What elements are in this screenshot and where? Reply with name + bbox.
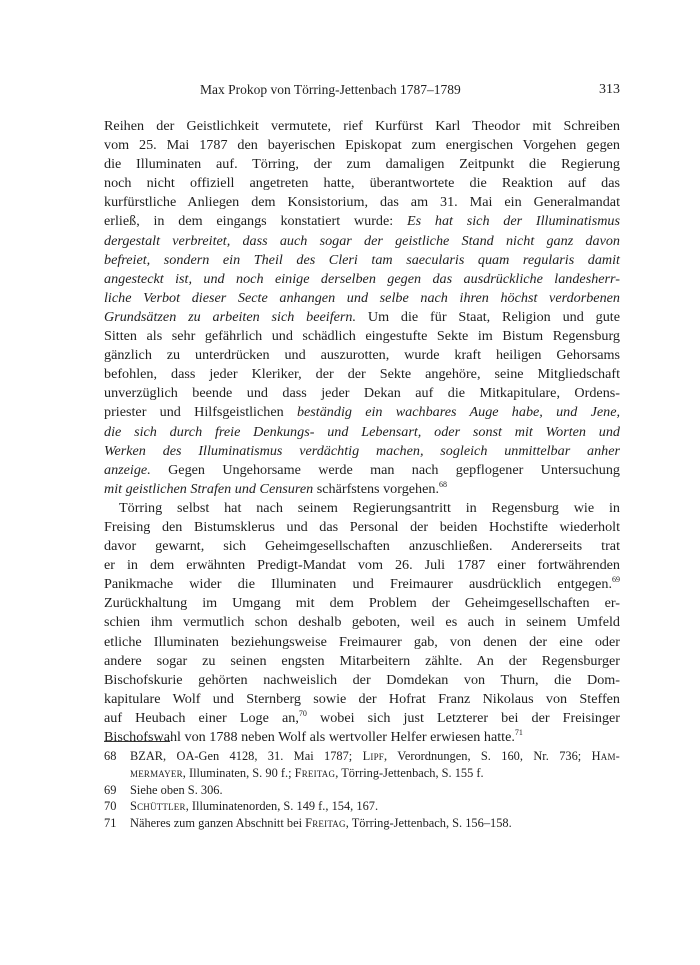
footnote-number: 69 xyxy=(104,782,117,797)
text-run: schärfstens vorgehen. xyxy=(313,480,439,497)
author-name: Freitag xyxy=(305,816,346,831)
text-line: etliche Illuminaten beziehungsweise Freimaurer gab, von denen der eine oder xyxy=(104,633,620,650)
text-line: Zurückhaltung im Umgang mit dem Problem der Geheimgesellschaften er- xyxy=(104,595,620,612)
text-line xyxy=(104,403,620,422)
quoted-mandate-text: anzeige. xyxy=(104,461,151,478)
author-name: Ham- xyxy=(591,749,620,763)
text-line xyxy=(104,728,620,747)
footnote-line xyxy=(130,765,620,782)
text-line xyxy=(104,480,620,499)
text-run: , Törring-Jettenbach, S. 155 f. xyxy=(335,765,484,780)
quoted-mandate-text: dergestalt verbreitet, dass auch sogar der geistliche Stand nicht ganz davon xyxy=(104,232,620,249)
author-name: Freitag xyxy=(294,765,336,780)
text-run: wobei sich just Letzterer bei der Freisinger xyxy=(306,709,620,726)
footnotes xyxy=(104,748,620,832)
footnote-number: 70 xyxy=(104,799,117,814)
author-name: Lipf xyxy=(362,749,384,763)
quoted-mandate-text: liche Verbot dieser Secte anhangen und selbe nach ihren höchst verdorbenen xyxy=(104,289,620,306)
paragraph-start: Törring selbst hat nach seinem Regierungsantritt in Regensburg wie in xyxy=(119,499,620,516)
text-line: die Illuminaten auf. Törring, der zum damaligen Zeitpunkt die Regierung xyxy=(104,156,620,173)
text-line: unverzüglich beende und dass jeder Dekan auf die Mitkapitulare, Ordens- xyxy=(104,385,620,402)
text-run: priester und Hilfsgeistlichen xyxy=(104,404,297,421)
text-line xyxy=(104,709,620,728)
text-line: er in dem erwähnten Predigt-Mandat vom 26. Juli 1787 einer fortwährenden xyxy=(104,557,620,574)
page-number: 313 xyxy=(599,82,620,97)
footnote-line xyxy=(130,748,620,765)
quoted-mandate-text: Grundsätzen zu arbeiten sich beeifern. xyxy=(104,308,357,325)
footnote-line xyxy=(130,815,620,832)
quoted-mandate-text: die sich durch freie Denkungs- und Lebensart, oder sonst mit Worten und xyxy=(104,423,620,440)
text-line: Bischofskurie gehörten nachweislich der Domdekan von Thurn, die Dom- xyxy=(104,671,620,688)
text-line xyxy=(104,308,620,327)
footnote-ref-69[interactable]: 69 xyxy=(612,575,620,585)
text-run: erließ, in dem eingangs konstatiert wurde: xyxy=(104,213,407,230)
author-name: Schüttler xyxy=(130,799,186,814)
quoted-mandate-text: mit geistlichen Strafen und Censuren xyxy=(104,480,314,497)
main-text xyxy=(104,117,620,747)
footnote-separator xyxy=(104,741,170,742)
text-line: gänzlich zu unterdrücken und auszurotten, wurde kraft heiligen Gehorsams xyxy=(104,347,620,364)
text-line: schien ihm vermutlich schon deshalb geboten, weil es auch in seinem Umfeld xyxy=(104,614,620,631)
text-line: vom 25. Mai 1787 den bayerischen Episkopat zum energischen Vorgehen gegen xyxy=(104,137,620,154)
text-run: Näheres zum ganzen Abschnitt bei xyxy=(130,816,306,831)
text-run: Bischofswahl von 1788 neben Wolf als wertvoller Helfer erwiesen hatte. xyxy=(104,729,515,745)
text-line: Reihen der Geistlichkeit vermutete, rief Kurfürst Karl Theodor mit Schreiben xyxy=(104,118,620,134)
running-title: Max Prokop von Törring-Jettenbach 1787–1789 xyxy=(200,82,461,97)
text-line xyxy=(104,461,620,480)
text-line: Freising den Bistumsklerus und das Personal der beiden Hochstifte wiederholt xyxy=(104,518,620,535)
text-run: , Törring-Jettenbach, S. 156–158. xyxy=(345,816,512,831)
author-name: mermayer xyxy=(130,765,183,780)
quoted-mandate-text: Werken des Illuminatismus verdächtig machen, sogleich unmittelbar anher xyxy=(104,442,620,459)
footnote-number: 68 xyxy=(104,749,117,763)
text-line xyxy=(104,212,620,231)
text-run: , Verordnungen, S. 160, Nr. 736; xyxy=(384,749,592,763)
text-run: Panikmache wider die Illuminaten und Freimaurer ausdrücklich entgegen. xyxy=(104,576,612,593)
quoted-mandate-text: Es hat sich der Illuminatismus xyxy=(406,213,620,230)
footnote-line: Siehe oben S. 306. xyxy=(130,782,223,797)
text-line: kapitulare Wolf und Sternberg sowie der Hofrat Franz Nikolaus von Steffen xyxy=(104,690,620,707)
text-run: Gegen Ungehorsame werde man nach gepflogener Untersuchung xyxy=(150,461,620,478)
footnote-70 xyxy=(104,798,620,815)
text-run: Um die für Staat, Religion und gute xyxy=(356,308,620,325)
footnote-ref-71[interactable]: 71 xyxy=(514,728,523,737)
footnote-71 xyxy=(104,815,620,832)
footnote-number: 71 xyxy=(104,816,117,831)
text-line: Sitten als sehr gefährlich und schädlich eingestufte Sekte im Bistum Regensburg xyxy=(104,328,620,345)
quoted-mandate-text: angesteckt ist, und noch einige derselben gegen das ausdrückliche landesherr- xyxy=(104,270,620,287)
text-run: BZAR, OA-Gen 4128, 31. Mai 1787; xyxy=(130,749,363,763)
footnote-line xyxy=(130,798,620,815)
text-run: auf Heubach einer Loge an, xyxy=(104,709,299,726)
quoted-mandate-text: beständig ein wachbares Auge habe, und Jene, xyxy=(296,404,621,421)
text-line: befohlen, dass jeder Kleriker, der der Sekte angehöre, seine Mitgliedschaft xyxy=(104,366,620,383)
text-run: , Illuminatenorden, S. 149 f., 154, 167. xyxy=(185,799,379,814)
quoted-mandate-text: befreiet, sondern ein Theil des Cleri tam saecularis quam regularis damit xyxy=(104,251,620,268)
text-line: andere sogar zu seinen engsten Mitarbeitern zählte. An der Regensburger xyxy=(104,652,620,669)
footnote-69 xyxy=(104,782,620,799)
text-line: noch nicht offiziell angetreten hatte, überantwortete die Reaktion auf das xyxy=(104,175,620,192)
footnote-68 xyxy=(104,748,620,782)
footnote-ref-68[interactable]: 68 xyxy=(439,479,447,489)
footnote-ref-70[interactable]: 70 xyxy=(298,708,307,718)
text-line xyxy=(104,575,620,594)
text-line: kurfürstliche Anliegen dem Konsistorium, das am 31. Mai ein Generalmandat xyxy=(104,194,620,211)
text-run: , Illuminaten, S. 90 f.; xyxy=(182,765,295,780)
text-line: davor gewarnt, sich Geheimgesellschaften anzuschließen. Andererseits trat xyxy=(104,538,620,555)
